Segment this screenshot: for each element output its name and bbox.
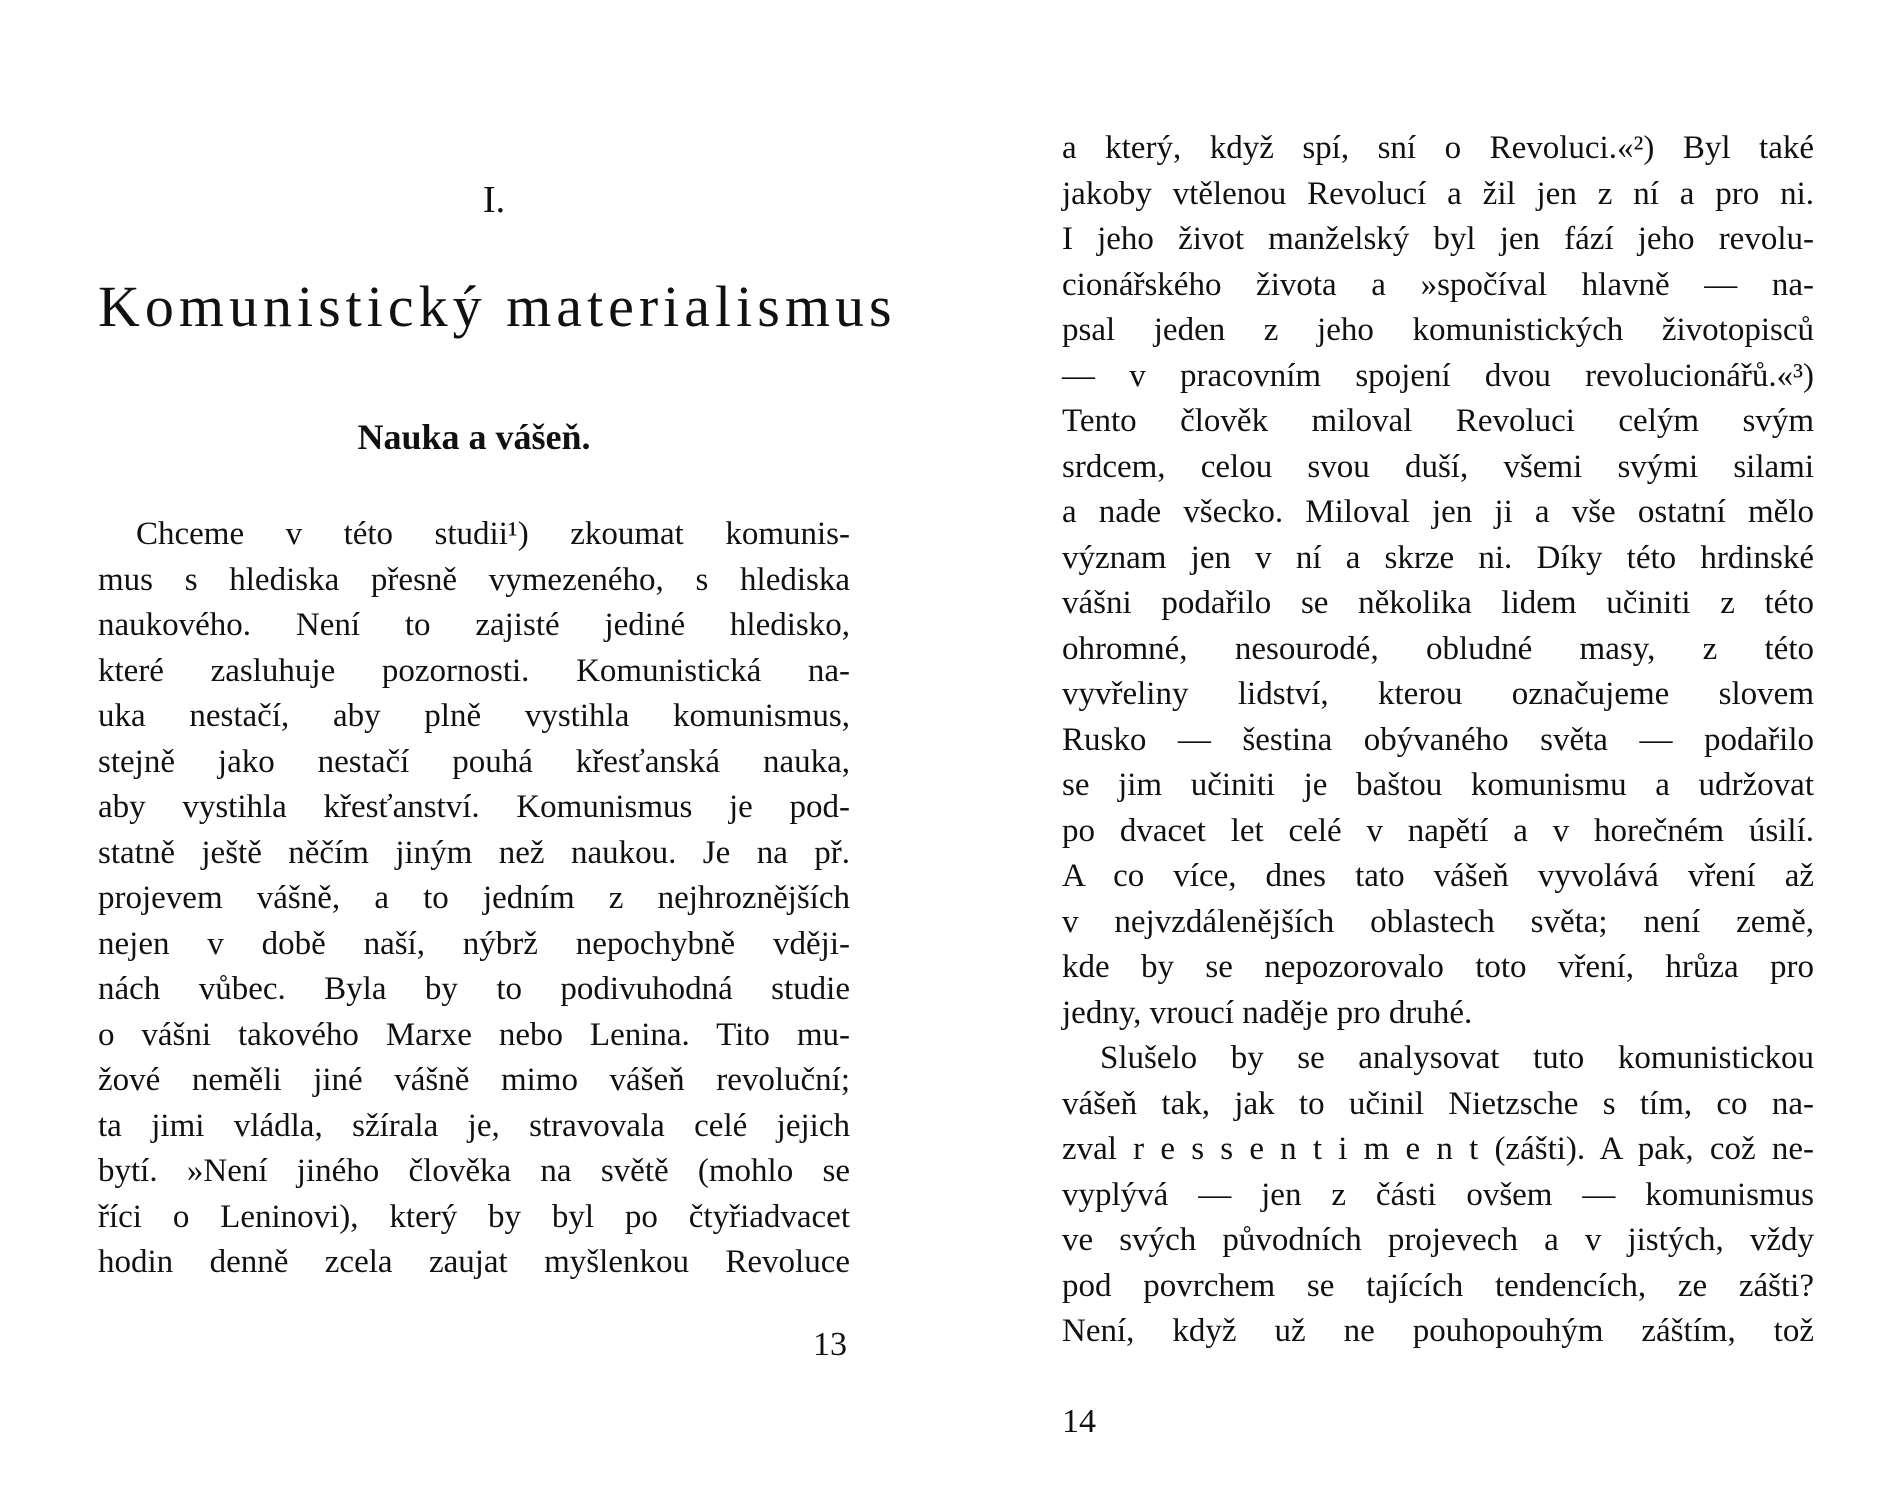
- text-line: Tento člověk miloval Revoluci celým svým: [1062, 403, 1814, 439]
- text-line: o vášni takového Marxe nebo Lenina. Tito mu-: [98, 1016, 850, 1053]
- text-line: nách vůbec. Byla by to podivuhodná studie: [98, 971, 850, 1007]
- text-line: ta jimi vládla, sžírala je, stravovala celé jejich: [98, 1107, 850, 1144]
- left-body-text: [98, 512, 850, 1286]
- text-line: bytí. »Není jiného člověka na světě (mohlo se: [98, 1153, 850, 1189]
- text-line: kde by se nepozorovalo toto vření, hrůza pro: [1062, 949, 1814, 985]
- text-line: srdcem, celou svou duší, všemi svými silami: [1062, 448, 1814, 485]
- text-line: naukového. Není to zajisté jediné hledisko,: [98, 607, 850, 643]
- text-line: cionářského života a »spočíval hlavně — na-: [1062, 266, 1814, 303]
- text-line: a nade všecko. Miloval jen ji a vše ostatní mělo: [1062, 494, 1814, 530]
- text-line: uka nestačí, aby plně vystihla komunismus,: [98, 698, 850, 734]
- left-page: [98, 150, 897, 1286]
- text-line: hodin denně zcela zaujat myšlenkou Revoluce: [98, 1244, 850, 1280]
- text-line: vyvřeliny lidství, kterou označujeme slovem: [1062, 676, 1814, 712]
- text-line: aby vystihla křesťanství. Komunismus je pod-: [98, 789, 850, 825]
- text-line: po dvacet let celé v napětí a v horečném úsilí.: [1062, 812, 1814, 849]
- text-line: ve svých původních projevech a v jistých, vždy: [1062, 1222, 1814, 1258]
- text-line: projevem vášně, a to jedním z nejhroznějších: [98, 880, 850, 916]
- text-line: vyplývá — jen z části ovšem — komunismus: [1062, 1176, 1814, 1213]
- text-line: statně ještě něčím jiným než naukou. Je na př.: [98, 834, 850, 871]
- chapter-number: I.: [482, 179, 506, 221]
- page-number-right: 14: [1062, 1403, 1096, 1440]
- text-line: zval r e s s e n t i m e n t (zášti). A pak, což ne-: [1062, 1131, 1814, 1167]
- text-line: A co více, dnes tato vášeň vyvolává vření až: [1062, 858, 1814, 894]
- text-line: psal jeden z jeho komunistických životopisců: [1062, 312, 1814, 348]
- right-page: [1062, 118, 1814, 1355]
- text-line: mus s hlediska přesně vymezeného, s hlediska: [98, 561, 850, 598]
- text-line: jakoby vtělenou Revolucí a žil jen z ní a pro ni.: [1062, 175, 1814, 212]
- text-line: — v pracovním spojení dvou revolucionářů.«³): [1062, 357, 1814, 394]
- text-line: pod povrchem se tajících tendencích, ze zášti?: [1062, 1267, 1814, 1304]
- text-line: Slušelo by se analysovat tuto komunistickou: [1100, 1040, 1814, 1076]
- section-title: Nauka a vášeň.: [357, 417, 591, 457]
- text-line: které zasluhuje pozornosti. Komunistická na-: [98, 652, 850, 689]
- text-line: v nejvzdálenějších oblastech světa; není země,: [1062, 903, 1814, 940]
- page-number-left: 13: [813, 1326, 847, 1363]
- text-line: stejně jako nestačí pouhá křesťanská nauka,: [98, 743, 850, 780]
- text-line: se jim učiniti je baštou komunismu a udržovat: [1062, 767, 1814, 803]
- text-line: a který, když spí, sní o Revoluci.«²) Byl také: [1062, 130, 1814, 166]
- text-line: ohromné, nesourodé, obludné masy, z této: [1062, 630, 1814, 667]
- text-line: význam jen v ní a skrze ni. Díky této hrdinské: [1062, 539, 1814, 576]
- text-line: Není, když už ne pouhopouhým záštím, tož: [1062, 1313, 1814, 1349]
- text-line: I jeho život manželský byl jen fází jeho revolu-: [1062, 221, 1814, 257]
- right-body-text: [1062, 126, 1814, 1355]
- text-line: říci o Leninovi), který by byl po čtyřiadvacet: [98, 1198, 850, 1235]
- text-line: jedny, vroucí naděje pro druhé.: [1062, 994, 1473, 1031]
- text-line: vášeň tak, jak to učinil Nietzsche s tím, co na-: [1062, 1085, 1814, 1122]
- chapter-title: Komunistický materialismus: [98, 274, 897, 339]
- text-line: Chceme v této studii¹) zkoumat komunis-: [136, 516, 850, 552]
- text-line: žové neměli jiné vášně mimo vášeň revoluční;: [98, 1062, 850, 1098]
- text-line: vášni podařilo se několika lidem učiniti z této: [1062, 585, 1814, 621]
- text-line: Rusko — šestina obývaného světa — podařilo: [1062, 721, 1814, 758]
- text-line: nejen v době naší, nýbrž nepochybně vději-: [98, 925, 850, 962]
